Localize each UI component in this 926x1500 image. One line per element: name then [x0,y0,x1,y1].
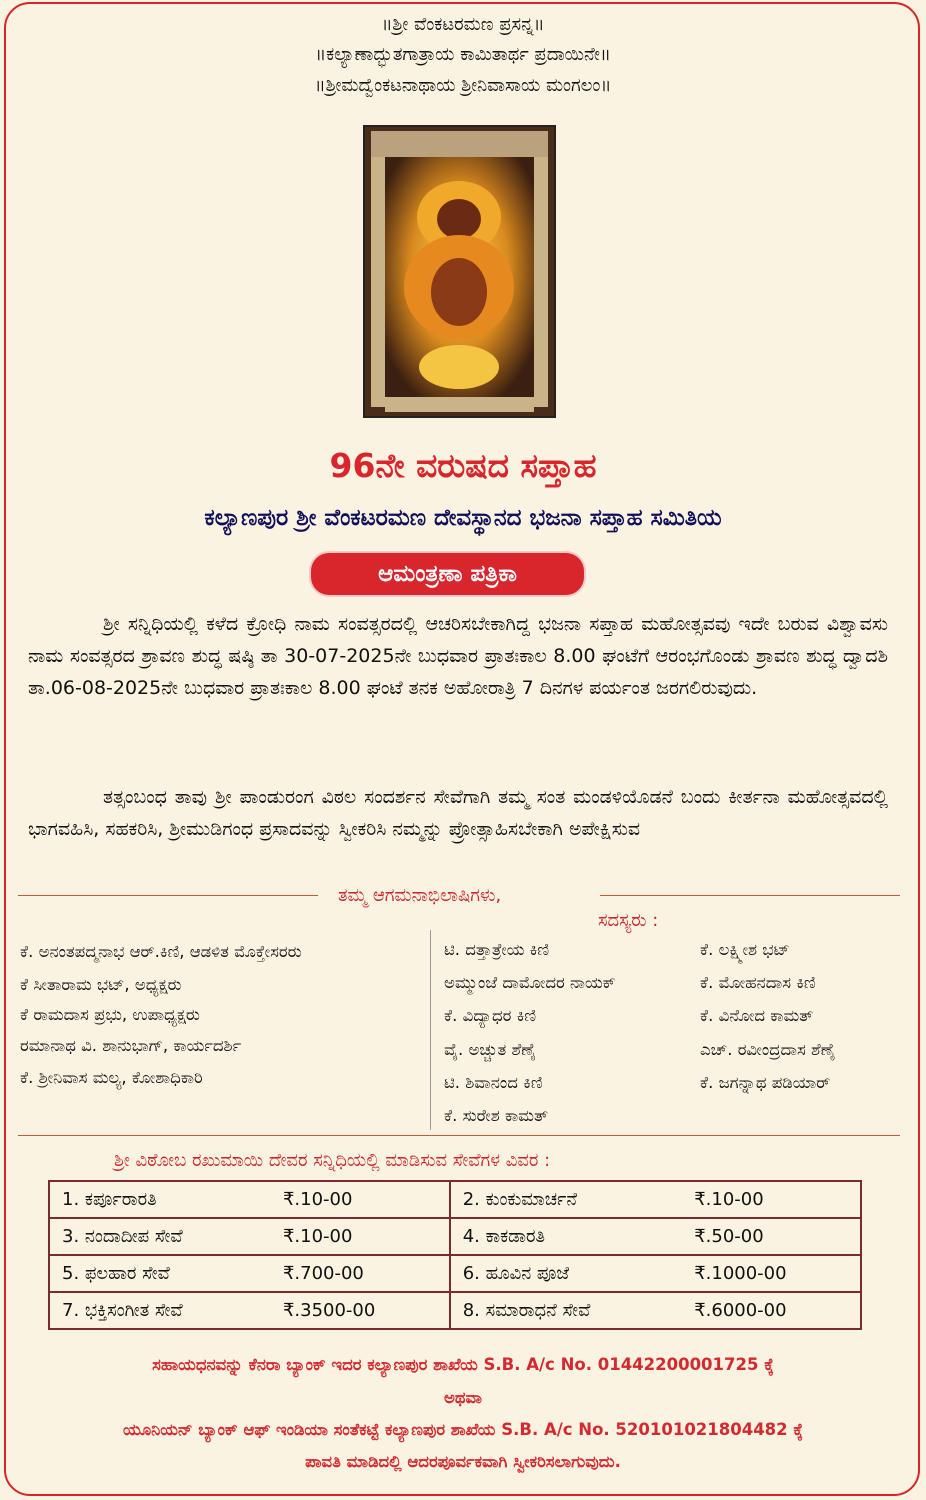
shloka-line-1: ॥ಶ್ರೀ ವೆಂಕಟರಮಣ ಪ್ರಸನ್ನ॥ [381,14,545,35]
shloka-line-2: ॥ಕಲ್ಯಾಣಾದ್ಭುತಗಾತ್ರಾಯ ಕಾಮಿತಾರ್ಥ ಪ್ರದಾಯಿನೇ॥ [315,44,611,65]
office-bearer-4: ರಮಾನಾಥ ವಿ. ಶಾನುಭಾಗ್, ಕಾರ್ಯದರ್ಶಿ [20,1036,242,1055]
member-7: ಕೆ. ಲಕ್ಷ್ಮೀಶ ಭಟ್ [700,940,790,959]
column-divider [430,930,431,1130]
invitation-paragraph [28,781,888,845]
member-3: ಕೆ. ವಿದ್ಯಾಧರ ಕಿಣಿ [444,1006,537,1025]
office-bearer-1: ಕೆ. ಅನಂತಪದ್ಮನಾಭ ಆರ್.ಕಿಣಿ, ಆಡಳಿತ ಮೊಕ್ತೇಸರರು [20,942,302,961]
member-1: ಟಿ. ದತ್ತಾತ್ರೇಯ ಕಿಣಿ [444,940,550,959]
member-10: ಎಚ್. ರವೀಂದ್ರದಾಸ ಶೆಣೈ [700,1040,836,1059]
member-6: ಕೆ. ಸುರೇಶ ಕಾಮತ್ [444,1106,549,1125]
shloka-line-3: ॥ಶ್ರೀಮದ್ವೆಂಕಟನಾಥಾಯ ಶ್ರೀನಿವಾಸಾಯ ಮಂಗಲಂ॥ [314,75,612,96]
seva-amount: ₹.1000-00 [682,1255,861,1292]
seva-amount: ₹.700-00 [271,1255,450,1292]
table-row [49,1255,861,1292]
table-row [49,1292,861,1329]
event-title: 96ನೇ ವರುಷದ ಸಪ್ತಾಹ [329,446,597,485]
organizer-subtitle: ಕಲ್ಯಾಣಪುರ ಶ್ರೀ ವೆಂಕಟರಮಣ ದೇವಸ್ಥಾನದ ಭಜನಾ ಸಪ್ತಾಹ ಸಮಿತಿಯ [204,505,722,531]
seva-name: 3. ನಂದಾದೀಪ ಸೇವೆ [49,1218,271,1255]
divider-left [18,895,318,896]
table-row [49,1181,861,1218]
divider-right [600,895,900,896]
seva-name: 8. ಸಮಾರಾಧನೆ ಸೇವೆ [450,1292,682,1329]
seva-name: 1. ಕರ್ಪೂರಾರತಿ [49,1181,271,1218]
seva-amount: ₹.10-00 [682,1181,861,1218]
seva-amount: ₹.6000-00 [682,1292,861,1329]
member-4: ವೈ. ಅಚ್ಚುತ ಶೆಣೈ [444,1040,537,1059]
seva-amount: ₹.3500-00 [271,1292,450,1329]
paragraph-1: ಶ್ರೀ ಸನ್ನಿಧಿಯಲ್ಲಿ ಕಳೆದ ಕ್ರೋಧಿ ನಾಮ ಸಂವತ್ಸರದಲ್ಲಿ ಆಚರಿಸಬೇಕಾಗಿದ್ದ ಭಜನಾ ಸಪ್ತಾಹ ಮಹೋತ್ಸವವು ಇದೇ ಬರುವ ವಿಶ್ವಾವಸು ನಾಮ ಸಂವತ್ಸರದ ಶ್ರಾವಣ ಶುದ್ಧ ಷಷ್ಠಿ ತಾ 30-07-2025ನೇ ಬುಧವಾರ ಪ್ರಾತಃಕಾಲ 8.00 ಘಂಟೆಗೆ ಆರಂಭಗೊಂಡು ಶ್ರಾವಣ ಶುದ್ಧ ದ್ವಾದಶಿ ತಾ.06-08-2025ನೇ ಬುಧವಾರ ಪ್ರಾತಃಕಾಲ 8.00 ಘಂಟೆ ತನಕ ಅಹೋರಾತ್ರಿ 7 ದಿನಗಳ ಪರ್ಯಂತ ಜರಗಲಿರುವುದು. [28,613,888,699]
footer-line-1: ಸಹಾಯಧನವನ್ನು ಕೆನರಾ ಬ್ಯಾಂಕ್ ಇದರ ಕಲ್ಯಾಣಪುರ ಶಾಖೆಯ S.B. A/c No. 01442200001725 ಕ್ಕೆ [152,1355,774,1374]
seva-name: 2. ಕುಂಕುಮಾರ್ಚನೆ [450,1181,682,1218]
office-bearer-2: ಕೆ ಸೀತಾರಾಮ ಭಟ್, ಅಧ್ಯಕ್ಷರು [20,975,182,994]
paragraph-2: ತತ್ಸಂಬಂಧ ತಾವು ಶ್ರೀ ಪಾಂಡುರಂಗ ವಿಠಲ ಸಂದರ್ಶನ ಸೇವೆಗಾಗಿ ತಮ್ಮ ಸಂತ ಮಂಡಳಿಯೊಡನೆ ಬಂದು ಕೀರ್ತನಾ ಮಹೋತ್ಸವದಲ್ಲಿ ಭಾಗವಹಿಸಿ, ಸಹಕರಿಸಿ, ಶ್ರೀಮುಡಿಗಂಧ ಪ್ರಸಾದವನ್ನು ಸ್ವೀಕರಿಸಿ ನಮ್ಮನ್ನು ಪ್ರೋತ್ಸಾಹಿಸಬೇಕಾಗಿ ಅಪೇಕ್ಷಿಸುವ [28,786,888,840]
office-bearer-5: ಕೆ. ಶ್ರೀನಿವಾಸ ಮಲ್ಯ, ಕೋಶಾಧಿಕಾರಿ [20,1068,203,1087]
member-11: ಕೆ. ಜಗನ್ನಾಥ ಪಡಿಯಾರ್ [700,1073,831,1092]
office-bearer-3: ಕೆ ರಾಮದಾಸ ಪ್ರಭು, ಉಪಾಧ್ಯಕ್ಷರು [20,1005,200,1024]
member-5: ಟಿ. ಶಿವಾನಂದ ಕಿಣಿ [444,1073,543,1092]
seva-table [48,1180,862,1330]
footer-or: ಅಥವಾ [444,1388,482,1407]
seva-name: 4. ಕಾಕಡಾರತಿ [450,1218,682,1255]
hosts-heading: ತಮ್ಮ ಆಗಮನಾಭಿಲಾಷಿಗಳು, [338,885,502,906]
member-9: ಕೆ. ವಿನೋದ ಕಾಮತ್ [700,1006,814,1025]
deity-photo [363,125,556,418]
seva-amount: ₹.50-00 [682,1218,861,1255]
seva-name: 7. ಭಕ್ತಿಸಂಗೀತ ಸೇವೆ [49,1292,271,1329]
invitation-badge: ಆಮಂತ್ರಣಾ ಪತ್ರಿಕಾ [311,553,584,595]
members-heading: ಸದಸ್ಯರು : [598,910,659,931]
seva-heading: ಶ್ರೀ ವಿಠೋಬ ರಖುಮಾಯಿ ದೇವರ ಸನ್ನಿಧಿಯಲ್ಲಿ ಮಾಡಿಸುವ ಸೇವೆಗಳ ವಿವರ : [114,1150,551,1171]
event-details-paragraph [28,608,888,704]
footer-line-2: ಯೂನಿಯನ್ ಬ್ಯಾಂಕ್ ಆಫ್ ಇಂಡಿಯಾ ಸಂತೆಕಟ್ಟೆ ಕಲ್ಯಾಣಪುರ ಶಾಖೆಯ S.B. A/c No. 520101021804482 ಕ್ಕೆ [122,1420,804,1439]
seva-name: 6. ಹೂವಿನ ಪೂಜೆ [450,1255,682,1292]
seva-amount: ₹.10-00 [271,1218,450,1255]
seva-amount: ₹.10-00 [271,1181,450,1218]
table-row [49,1218,861,1255]
member-2: ಅಮ್ಮುಂಜೆ ದಾಮೋದರ ನಾಯಕ್ [444,973,616,992]
seva-name: 5. ಫಲಹಾರ ಸೇವೆ [49,1255,271,1292]
member-8: ಕೆ. ಮೋಹನದಾಸ ಕಿಣಿ [700,973,816,992]
footer-line-3: ಪಾವತಿ ಮಾಡಿದಲ್ಲಿ ಆದರಪೂರ್ವಕವಾಗಿ ಸ್ವೀಕರಿಸಲಾಗುವುದು. [305,1452,621,1471]
divider-seva [18,1135,900,1136]
